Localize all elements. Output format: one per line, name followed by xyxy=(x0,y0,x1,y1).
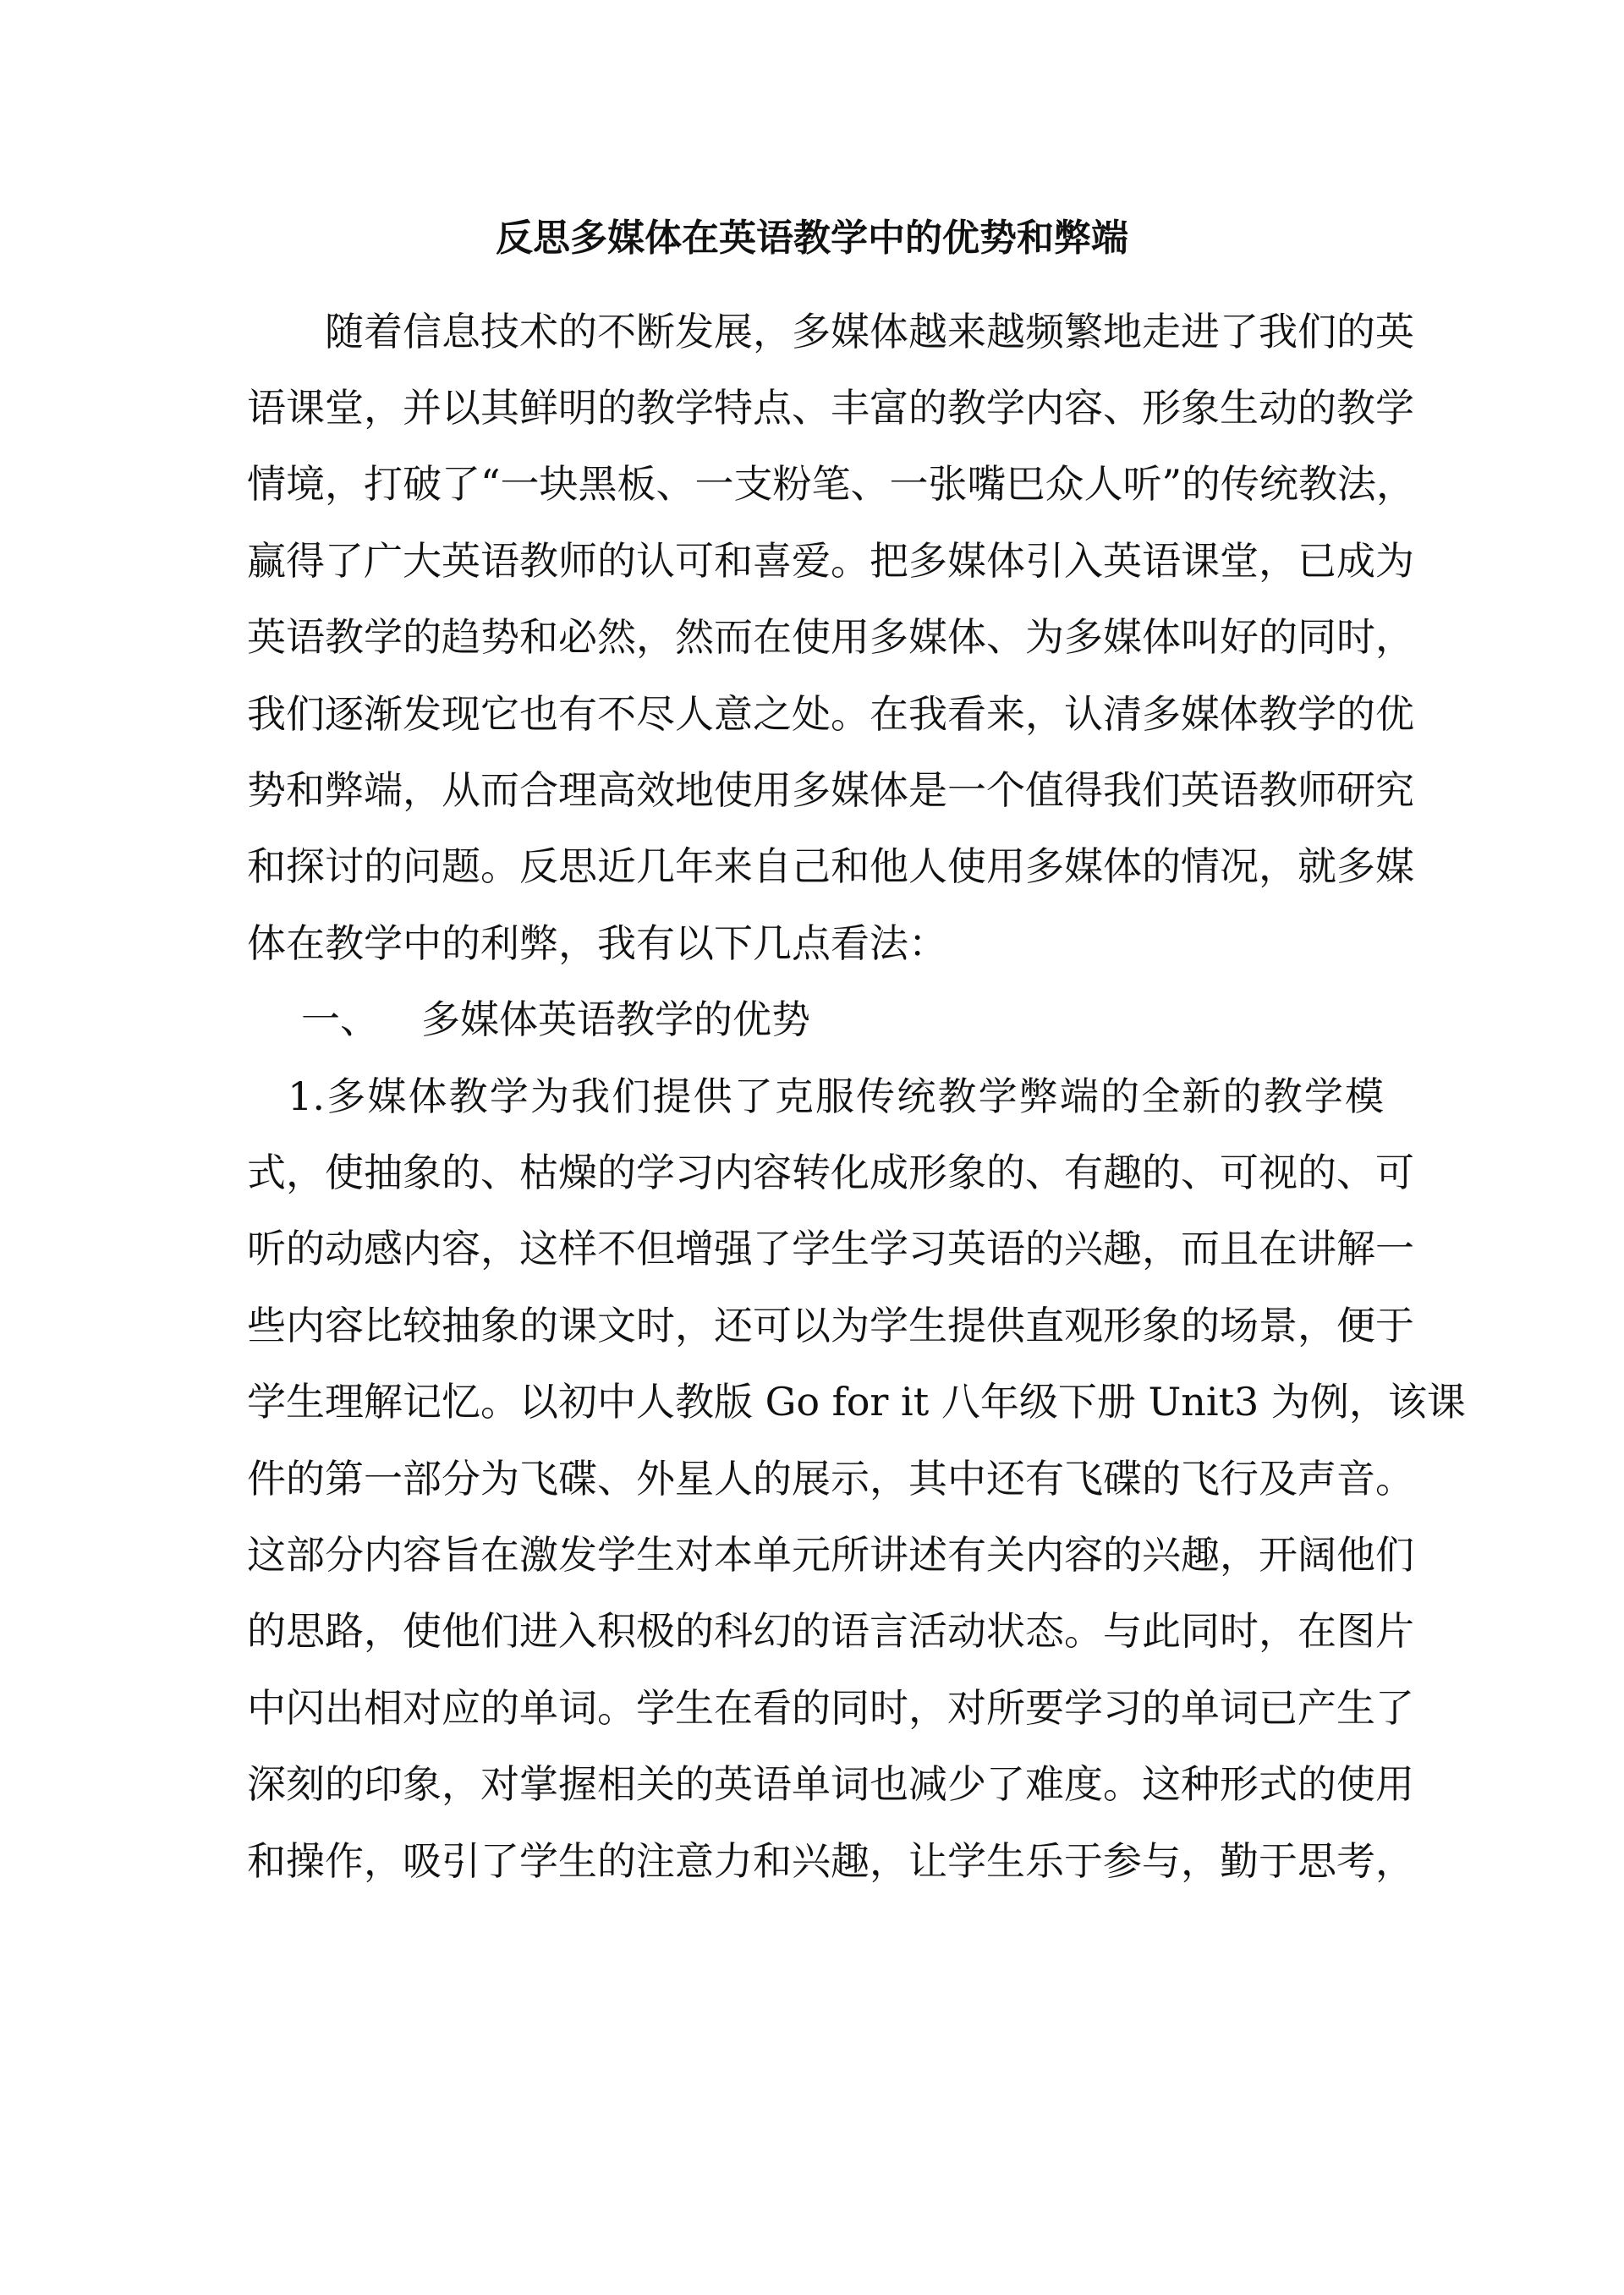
paragraph-line: 情境，打破了“一块黑板、一支粉笔、一张嘴巴众人听”的传统教法， xyxy=(247,461,1416,507)
paragraph-line: 英语教学的趋势和必然，然而在使用多媒体、为多媒体叫好的同时， xyxy=(247,614,1414,660)
paragraph-line: 和操作，吸引了学生的注意力和兴趣，让学生乐于参与，勤于思考， xyxy=(247,1838,1414,1884)
paragraph-line: 学生理解记忆。以初中人教版 Go for it 八年级下册 Unit3 为例，该课 xyxy=(247,1379,1466,1425)
paragraph-line: 1.多媒体教学为我们提供了克服传统教学弊端的全新的教学模 xyxy=(247,1073,1384,1119)
paragraph-line: 语课堂，并以其鲜明的教学特点、丰富的教学内容、形象生动的教学 xyxy=(247,385,1414,431)
section-title: 多媒体英语教学的优势 xyxy=(421,997,810,1042)
paragraph-line: 随着信息技术的不断发展，多媒体越来越频繁地走进了我们的英 xyxy=(247,309,1414,354)
paragraph-line: 势和弊端，从而合理高效地使用多媒体是一个值得我们英语教师研究 xyxy=(247,767,1414,813)
paragraph-line: 件的第一部分为飞碟、外星人的展示，其中还有飞碟的飞行及声音。 xyxy=(247,1456,1414,1502)
paragraph-line: 的思路，使他们进入积极的科幻的语言活动状态。与此同时，在图片 xyxy=(247,1608,1414,1654)
paragraph-line: 些内容比较抽象的课文时，还可以为学生提供直观形象的场景，便于 xyxy=(247,1303,1414,1348)
section-heading xyxy=(0,994,1624,1045)
paragraph-line: 和探讨的问题。反思近几年来自己和他人使用多媒体的情况，就多媒 xyxy=(247,843,1414,889)
paragraph-line: 式，使抽象的、枯燥的学习内容转化成形象的、有趣的、可视的、可 xyxy=(247,1150,1414,1195)
paragraph-line: 体在教学中的利弊，我有以下几点看法： xyxy=(247,920,947,966)
paragraph-line: 这部分内容旨在激发学生对本单元所讲述有关内容的兴趣，开阔他们 xyxy=(247,1532,1414,1578)
paragraph-line: 赢得了广大英语教师的认可和喜爱。把多媒体引入英语课堂，已成为 xyxy=(247,538,1414,584)
document-title: 反思多媒体在英语教学中的优势和弊端 xyxy=(496,217,1128,260)
paragraph-line: 中闪出相对应的单词。学生在看的同时，对所要学习的单词已产生了 xyxy=(247,1685,1414,1731)
paragraph-line: 听的动感内容，这样不但增强了学生学习英语的兴趣，而且在讲解一 xyxy=(247,1226,1414,1271)
paragraph-line: 深刻的印象，对掌握相关的英语单词也减少了难度。这种形式的使用 xyxy=(247,1761,1414,1807)
paragraph-line: 我们逐渐发现它也有不尽人意之处。在我看来，认清多媒体教学的优 xyxy=(247,691,1414,737)
section-number: 一、 xyxy=(301,997,379,1042)
